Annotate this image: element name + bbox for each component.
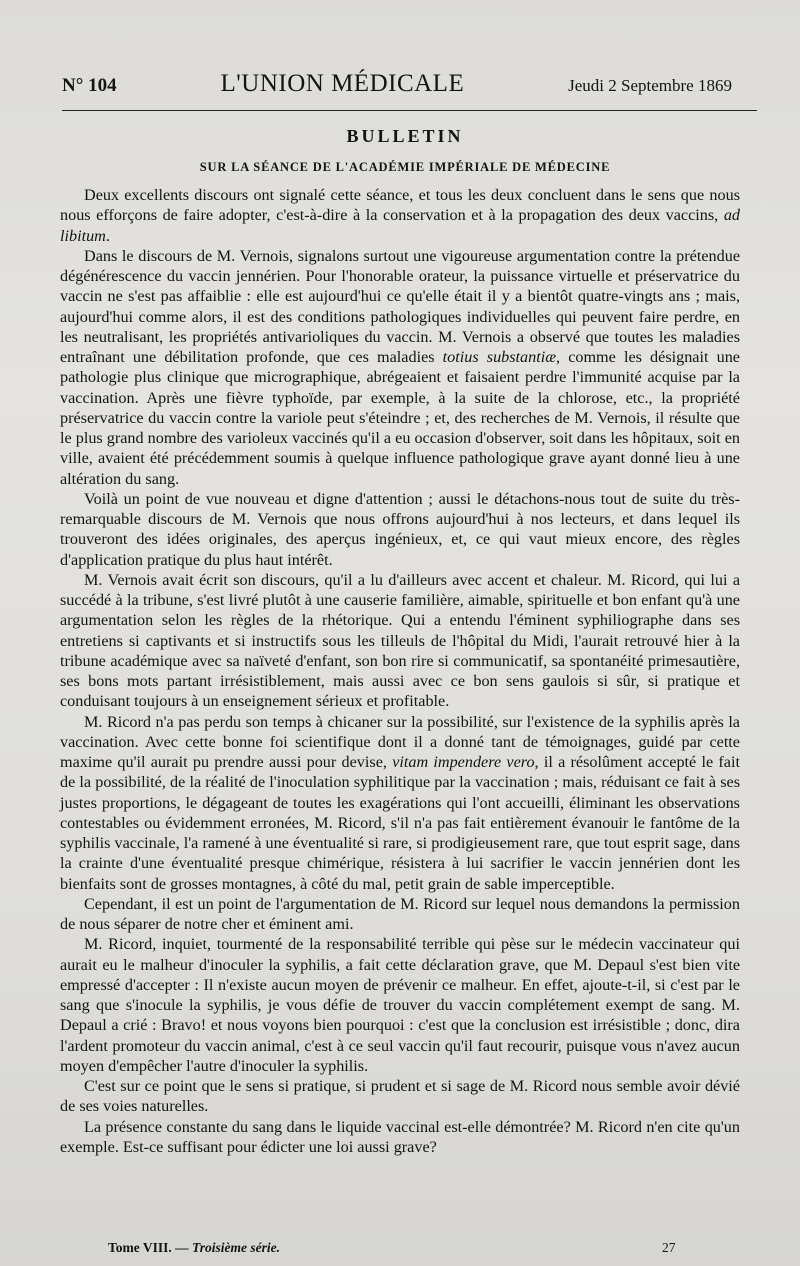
volume-info [108,1240,280,1256]
latin-phrase: ad libitum [60,206,740,245]
series-label: Troisième série. [192,1240,281,1255]
latin-phrase: totius substantiæ [442,348,557,366]
paragraph-text: Voilà un point de vue nouveau et digne d'attention ; aussi le détachons-nous tout de suite du très-remarquable discours de M. Vernois que nous offrons aujourd'hui à nos lecteurs, et dans lequel ils trouveront des idées originales, des aperçus ingénieux, et, ce qui vaut mieux encore, des règles d'application pratique du plus haut intérêt. [60,489,740,569]
latin-phrase: vitam impendere vero [392,753,535,771]
paragraph-text: M. Ricord n'a pas perdu son temps à chicaner sur la possibilité, sur l'existence de la syphilis après la vaccination. Avec cette bonne foi scientifique dont il a donné tant de témoignages, guidé par cette maxime qu'il aurait pu prendre aussi pour devise, [60,712,740,771]
paragraph [60,570,740,712]
article-body [60,185,740,1157]
header-rule [62,110,757,111]
journal-title: L'UNION MÉDICALE [220,70,465,97]
page-number: 27 [662,1240,676,1255]
paragraph [60,712,740,894]
article-title: BULLETIN [346,126,464,146]
paragraph-text: Deux excellents discours ont signalé cette séance, et tous les deux concluent dans le sens que nous nous efforçons de faire adopter, c'est-à-dire à la conservation et à la propagation des deux vaccins, [60,186,740,225]
paragraph-text: M. Vernois avait écrit son discours, qu'il a lu d'ailleurs avec accent et chaleur. M. Ricord, qui lui a succédé à la tribune, s'est livré plutôt à une causerie familière, aimable, spirituelle et bon enfant qu'à une argumentation selon les règles de la rhétorique. Qui a entendu l'éminent syphiliographe dans ses entretiens si captivants et si instructifs sous les tilleuls de l'hôpital du Midi, l'aurait retrouvé hier à la tribune académique avec sa naïveté d'enfant, son bon rire si communicatif, sa spontanéité primesautière, ses bons mots partant irrésistiblement, mais aussi avec ce bon sens gaulois si sûr, si pratique et conduisant toujours à un enseignement sérieux et profitable. [60,570,740,711]
paragraph-text: , il a résolûment accepté le fait de la possibilité, de la réalité de l'inoculation syphilitique par la vaccination ; mais, réduisant ce fait à ses justes proportions, le dégageant de toutes les exagérations qui l'ont accueilli, éliminant les observations contestables ou évidemment erronées, M. Ricord, s'il n'a pas fait entièrement évanouir le fantôme de la syphilis vaccinale, l'a ramené à une éventualité si rare, si prodigieusement rare, que tout esprit sage, dans la crainte d'une éventualité presque chimérique, résistera à lui sacrifier le vaccin jennérien dont les bienfaits sont de grosses montagnes, à côté du mal, petit grain de sable imperceptible. [60,753,740,893]
paragraph [60,1076,740,1117]
article-subtitle: SUR LA SÉANCE DE L'ACADÉMIE IMPÉRIALE DE MÉDECINE [199,160,611,174]
paragraph-text: La présence constante du sang dans le liquide vaccinal est-elle démontrée? M. Ricord n'en cite qu'un exemple. Est-ce suffisant pour édicter une loi aussi grave? [60,1117,740,1156]
paragraph [60,185,740,246]
paragraph [60,934,740,1076]
paragraph-text: Cependant, il est un point de l'argumentation de M. Ricord sur lequel nous demandons la permission de nous séparer de notre cher et éminent ami. [60,894,740,933]
volume-label: Tome VIII. — [108,1240,193,1255]
page-footer [0,1240,800,1260]
page-header [62,70,732,106]
issue-number: N° 104 [62,75,117,96]
paragraph-text: M. Ricord, inquiet, tourmenté de la responsabilité terrible qui pèse sur le médecin vaccinateur qui aurait eu le malheur d'inoculer la syphilis, a fait cette déclaration grave, que M. Depaul s'est bien vite empressé d'accepter : Il n'existe aucun moyen de prévenir ce malheur. En effet, ajoute-t-il, si c'est par le sang que s'inocule la syphilis, je vous défie de trouver du vaccin complétement exempt de sang. M. Depaul a crié : Bravo! et nous voyons bien pourquoi : c'est que la conclusion est irrésistible ; donc, dira l'ardent promoteur du vaccin animal, c'est à ce seul vaccin qu'il faut recourir, puisque vous n'avez aucun moyen d'empêcher l'autre d'inoculer la syphilis. [60,935,740,1075]
issue-date: Jeudi 2 Septembre 1869 [568,76,732,95]
paragraph [60,894,740,935]
paragraph [60,489,740,570]
paragraph-text: C'est sur ce point que le sens si pratique, si prudent et si sage de M. Ricord nous semble avoir dévié de ses voies naturelles. [60,1077,740,1116]
paragraph-text: Dans le discours de M. Vernois, signalons surtout une vigoureuse argumentation contre la prétendue dégénérescence du vaccin jennérien. Pour l'honorable orateur, la puissance virtuelle et préservatrice du vaccin ne s'est pas affaiblie : elle est aujourd'hui ce qu'elle était il y a bientôt quatre-vingts ans ; mais, aujourd'hui comme alors, il est des conditions pathologiques individuelles qui peuvent faire perdre, en les neutralisant, les propriétés antivarioliques du vaccin. M. Vernois a observé que toutes les maladies entraînant une débilitation profonde, que ces maladies [60,246,740,366]
paragraph-text: , comme les désignait une pathologie plus clinique que micrographique, abrégeaient et faisaient perdre l'immunité acquise par la vaccination. Après une fièvre typhoïde, par exemple, à la suite de la chlorose, etc., la propriété préservatrice du vaccin contre la variole peut s'éteindre ; et, des recherches de M. Vernois, il résulte que le plus grand nombre des varioleux vaccinés qu'il a eu occasion d'observer, soit dans les hôpitaux, soit en ville, avaient été précédemment soumis à quelque influence pathologique grave ayant donné lieu à une altération du sang. [60,348,740,488]
paragraph [60,246,740,489]
paragraph [60,1117,740,1158]
paragraph-text: . [105,226,110,245]
